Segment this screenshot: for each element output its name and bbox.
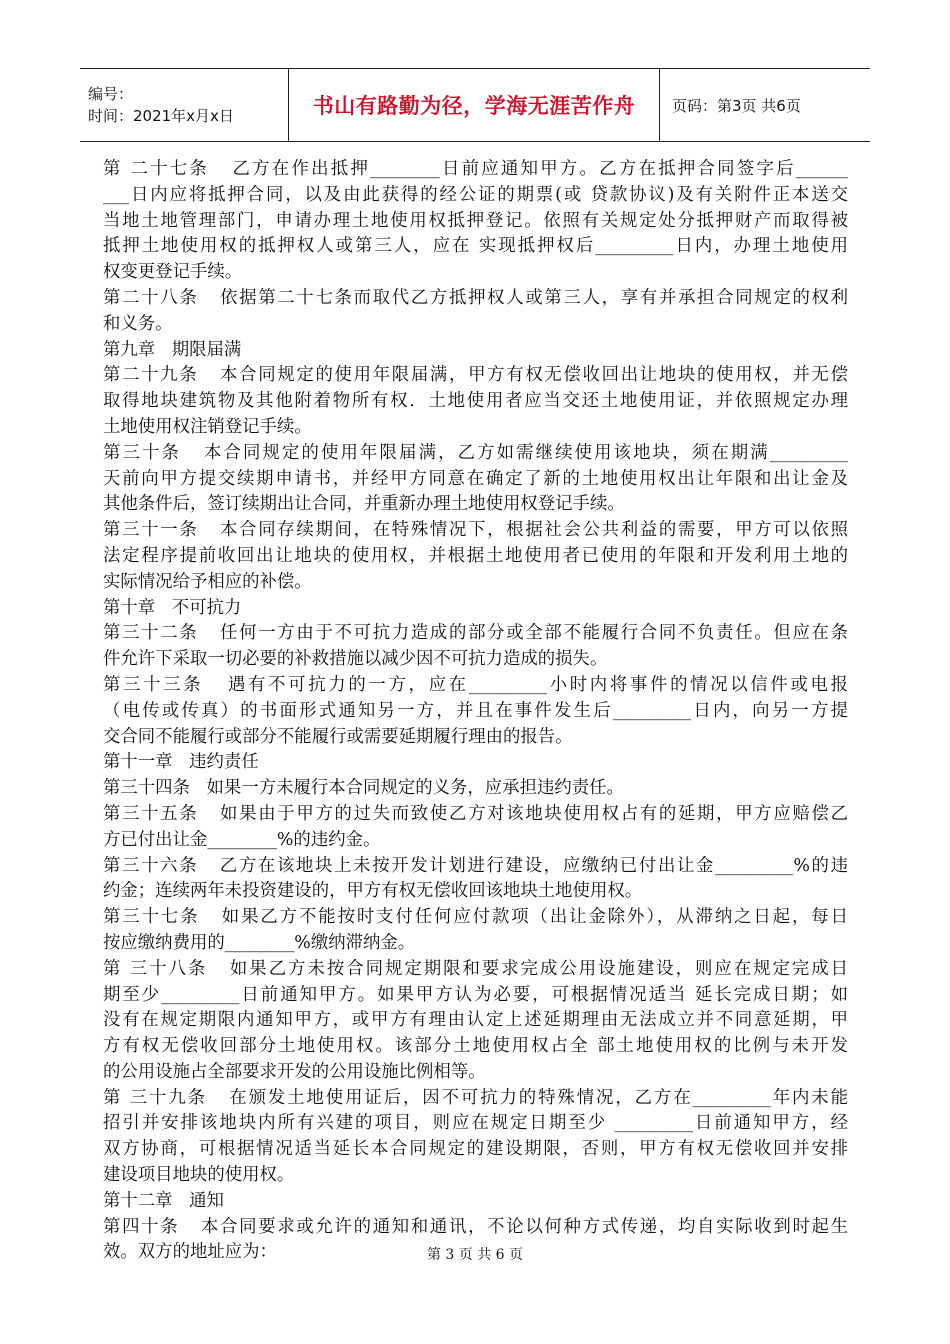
text-line: 第二十九条 本合同规定的使用年限届满，甲方有权无偿收回出让地块的使用权，并无偿 bbox=[103, 365, 848, 386]
text-line: 的公用设施占全部要求开发的公用设施比例相等。 bbox=[103, 1061, 486, 1082]
text-line: 第三十三条 遇有不可抗力的一方，应在_________小时内将事件的情况以信件或电报 bbox=[103, 674, 848, 695]
text-line: 第九章 期限届满 bbox=[103, 339, 242, 360]
text-line: 第十一章 违约责任 bbox=[103, 752, 259, 773]
text-line: 第三十二条 任何一方由于不可抗力造成的部分或全部不能履行合同不负责任。但应在条 bbox=[103, 623, 848, 644]
text-line: 交合同不能履行或部分不能履行或需要延期履行理由的报告。 bbox=[103, 726, 573, 747]
header-meta bbox=[80, 69, 288, 141]
document-body bbox=[103, 157, 848, 1266]
text-line: 第三十五条 如果由于甲方的过失而致使乙方对该地块使用权占有的延期，甲方应赔偿乙 bbox=[103, 803, 848, 824]
document-number-label: 编号： bbox=[88, 85, 134, 103]
text-line: 第三十六条 乙方在该地块上未按开发计划进行建设，应缴纳已付出让金_________%的违 bbox=[103, 855, 848, 876]
text-line: 第十章 不可抗力 bbox=[103, 597, 242, 618]
header-motto-cell bbox=[288, 69, 660, 141]
text-line: 法定程序提前收回出让地块的使用权，并根据土地使用者已使用的年限和开发利用土地的 bbox=[103, 545, 848, 566]
text-line: 第 三十九条 在颁发土地使用证后，因不可抗力的特殊情况，乙方在_________年内未能 bbox=[103, 1087, 848, 1108]
text-line: 和义务。 bbox=[103, 313, 173, 334]
page-footer: 第 3 页 共 6 页 bbox=[426, 1247, 524, 1263]
header-page-number: 页码：第3页 共6页 bbox=[672, 96, 801, 115]
document-time-label: 时间：2021年x月x日 bbox=[88, 107, 234, 125]
text-line: 按应缴纳费用的________%缴纳滞纳金。 bbox=[103, 932, 416, 953]
text-line: 实际情况给予相应的补偿。 bbox=[103, 571, 312, 592]
text-line: 天前向甲方提交续期申请书，并经甲方同意在确定了新的土地使用权出让年限和出让金及 bbox=[103, 468, 848, 489]
text-line: 其他条件后，签订续期出让合同，并重新办理土地使用权登记手续。 bbox=[103, 494, 625, 515]
text-line: 件允许下采取一切必要的补救措施以减少因不可抗力造成的损失。 bbox=[103, 649, 608, 670]
text-line: 效。双方的地址应为： bbox=[103, 1242, 277, 1263]
text-line: 第 三十八条 如果乙方未按合同规定期限和要求完成公用设施建设，则应在规定完成日 bbox=[103, 958, 848, 979]
text-line: 约金；连续两年未投资建设的，甲方有权无偿收回该地块土地使用权。 bbox=[103, 881, 643, 902]
text-line: 权变更登记手续。 bbox=[103, 262, 243, 283]
text-line: 第四十条 本合同要求或允许的通知和通讯，不论以何种方式传递，均自实际收到时起生 bbox=[103, 1216, 848, 1237]
header-page-cell bbox=[660, 69, 870, 141]
header-motto: 书山有路勤为径，学海无涯苦作舟 bbox=[312, 94, 636, 118]
text-line: ___日内应将抵押合同，以及由此获得的经公证的期票(或 贷款协议)及有关附件正本送交 bbox=[103, 184, 848, 205]
text-line: 第十二章 通知 bbox=[103, 1190, 224, 1211]
text-line: 第三十条 本合同规定的使用年限届满，乙方如需继续使用该地块，须在期满_________ bbox=[103, 442, 848, 463]
text-line: 期至少_________日前通知甲方。如果甲方认为必要，可根据情况适当 延长完成日期；如 bbox=[103, 984, 848, 1005]
text-line: 取得地块建筑物及其他附着物所有权．土地使用者应当交还土地使用证，并依照规定办理 bbox=[103, 391, 848, 412]
text-line: 建设项目地块的使用权。 bbox=[103, 1165, 295, 1186]
text-line: （电传或传真）的书面形式通知另一方，并且在事件发生后_________日内，向另一方提 bbox=[103, 700, 848, 721]
text-line: 土地使用权注销登记手续。 bbox=[103, 416, 312, 437]
page-header bbox=[80, 68, 870, 142]
text-line: 没有在规定期限内通知甲方，或甲方有理由认定上述延期理由无法成立并不同意延期，甲 bbox=[103, 1010, 848, 1031]
text-line: 方已付出让金________%的违约金。 bbox=[103, 829, 381, 850]
text-line: 第 二十七条 乙方在作出抵押________日前应通知甲方。乙方在抵押合同签字后______ bbox=[103, 159, 848, 179]
text-line: 方有权无偿收回部分土地使用权。该部分土地使用权占全 部土地使用权的比例与未开发 bbox=[103, 1036, 848, 1057]
text-line: 第三十一条 本合同存续期间，在特殊情况下，根据社会公共利益的需要，甲方可以依照 bbox=[103, 520, 848, 541]
text-line: 当地土地管理部门，申请办理土地使用权抵押登记。依照有关规定处分抵押财产而取得被 bbox=[103, 210, 848, 231]
text-line: 第三十七条 如果乙方不能按时支付任何应付款项（出让金除外），从滞纳之日起，每日 bbox=[103, 907, 848, 928]
text-line: 抵押土地使用权的抵押权人或第三人，应在 实现抵押权后_________日内，办理土地使用 bbox=[103, 236, 848, 257]
text-line: 第二十八条 依据第二十七条而取代乙方抵押权人或第三人，享有并承担合同规定的权利 bbox=[103, 287, 848, 308]
text-line: 第三十四条 如果一方未履行本合同规定的义务，应承担违约责任。 bbox=[103, 778, 624, 799]
text-line: 招引并安排该地块内所有兴建的项目，则应在规定日期至少 _________日前通知甲方，经 bbox=[103, 1113, 848, 1134]
text-line: 双方协商，可根据情况适当延长本合同规定的建设期限，否则，甲方有权无偿收回并安排 bbox=[103, 1139, 848, 1160]
